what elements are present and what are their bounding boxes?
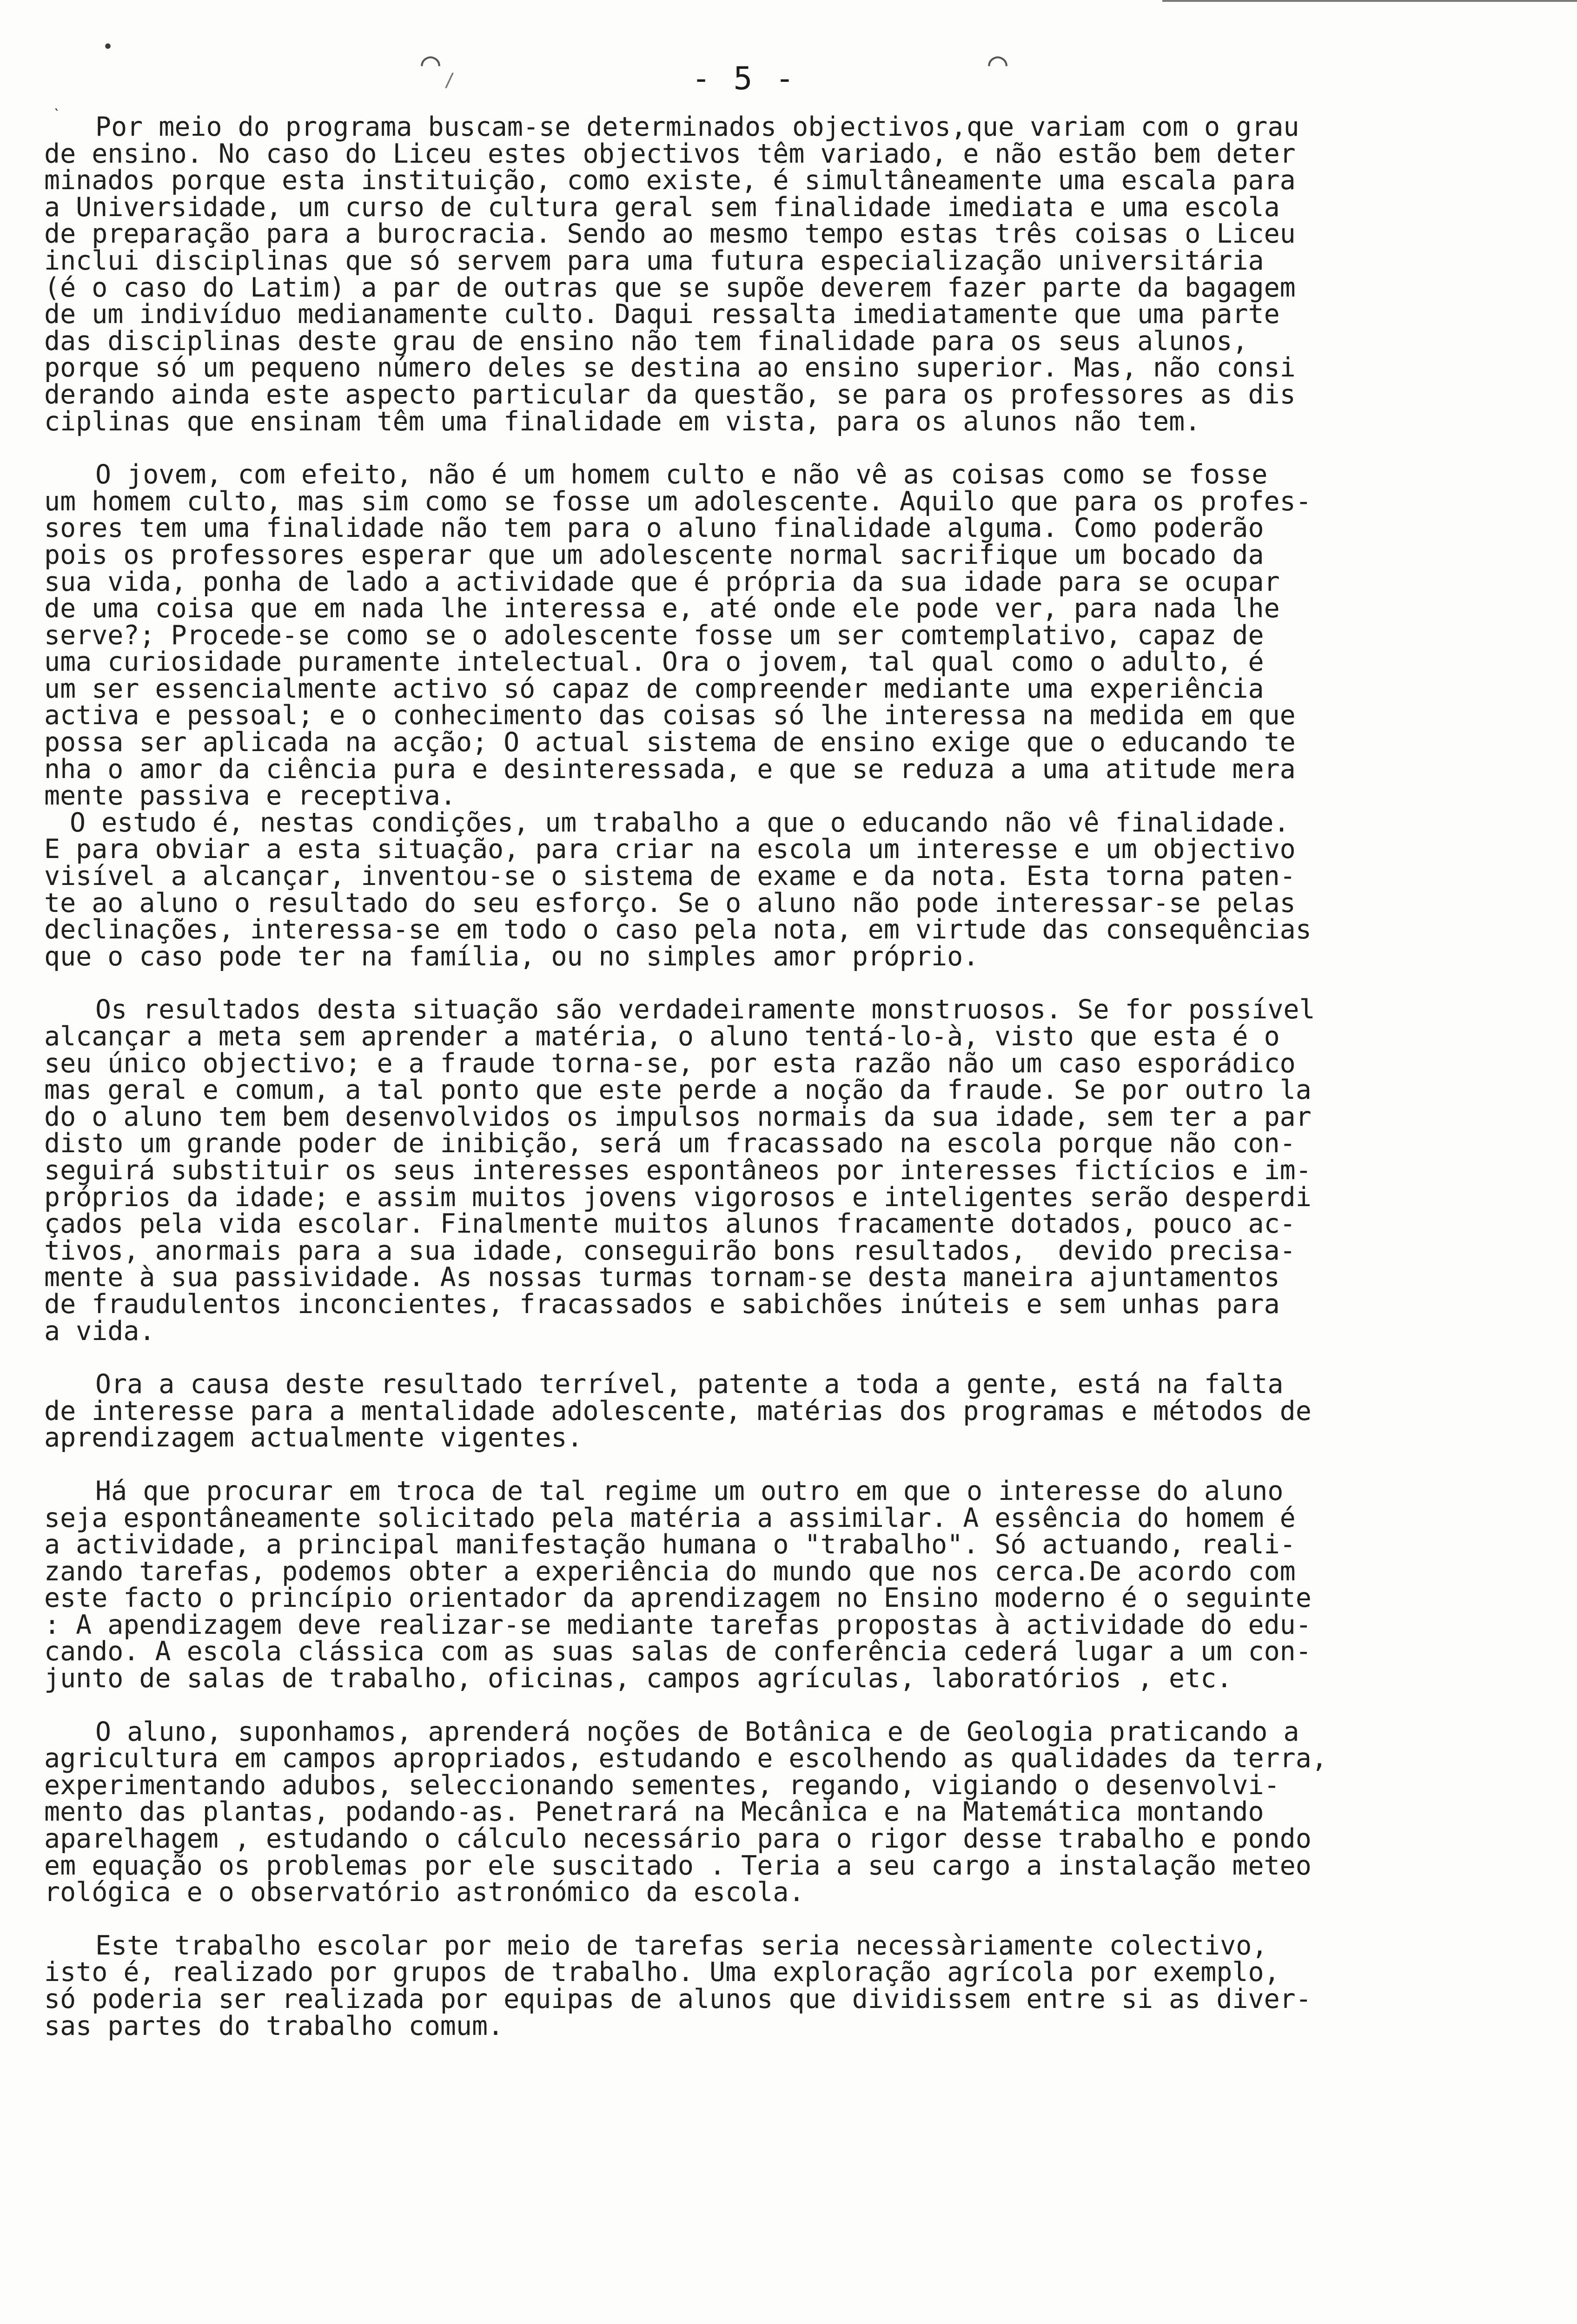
text-line: Os resultados desta situação são verdadeiramente monstruosos. Se for possível — [95, 994, 1315, 1025]
text-line: minados porque esta instituição, como existe, é simultâneamente uma escala para — [44, 165, 1296, 196]
text-line: Há que procurar em troca de tal regime um outro em que o interesse do aluno — [95, 1475, 1284, 1506]
text-line: aparelhagem , estudando o cálculo necessário para o rigor desse trabalho e pondo — [44, 1823, 1312, 1855]
text-line: O jovem, com efeito, não é um homem culto e não vê as coisas como se fosse — [95, 459, 1268, 490]
text-line: sua vida, ponha de lado a actividade que é própria da sua idade para se ocupar — [44, 566, 1280, 597]
text-line: seu único objectivo; e a fraude torna-se, por esta razão não um caso esporádico — [44, 1048, 1296, 1079]
text-line: E para obviar a esta situação, para criar na escola um interesse e um objectivo — [44, 834, 1296, 865]
text-line: uma curiosidade puramente intelectual. Ora o jovem, tal qual como o adulto, é — [44, 647, 1264, 678]
text-line: sores tem uma finalidade não tem para o aluno finalidade alguma. Como poderão — [44, 513, 1264, 544]
text-line: seguirá substituir os seus interesses espontâneos por interesses fictícios e im- — [44, 1155, 1312, 1186]
text-line: rológica e o observatório astronómico da escola. — [44, 1877, 805, 1908]
text-line: do o aluno tem bem desenvolvidos os impulsos normais da sua idade, sem ter a par — [44, 1101, 1312, 1132]
text-line: próprios da idade; e assim muitos jovens vigorosos e inteligentes serão desperdi — [44, 1182, 1312, 1213]
text-line: mente à sua passividade. As nossas turmas tornam-se desta maneira ajuntamentos — [44, 1262, 1280, 1293]
text-line: que o caso pode ter na família, ou no simples amor próprio. — [44, 941, 979, 972]
ink-tilde-mark: ⌒ — [988, 43, 1008, 81]
text-line: de um indivíduo medianamente culto. Daqui ressalta imediatamente que uma parte — [44, 299, 1280, 330]
text-line: ciplinas que ensinam têm uma finalidade em vista, para os alunos não tem. — [44, 406, 1201, 437]
text-line: çados pela vida escolar. Finalmente muitos alunos fracamente dotados, pouco ac- — [44, 1208, 1296, 1240]
paragraph — [44, 114, 1539, 435]
text-line: cando. A escola clássica com as suas salas de conferência cederá lugar a um con- — [44, 1636, 1312, 1667]
text-line: disto um grande poder de inibição, será um fracassado na escola porque não con- — [44, 1128, 1296, 1159]
top-edge-rule — [1162, 0, 1577, 2]
text-line: experimentando adubos, seleccionando sementes, regando, vigiando o desenvolvi- — [44, 1769, 1280, 1801]
paragraph — [44, 1930, 1539, 2041]
text-line: mente passiva e receptiva. — [44, 780, 456, 812]
text-line: mento das plantas, podando-as. Penetrará na Mecânica e na Matemática montando — [44, 1796, 1264, 1828]
text-line: isto é, realizado por grupos de trabalho. Uma exploração agrícola por exemplo, — [44, 1957, 1280, 1988]
text-line: a actividade, a principal manifestação humana o "trabalho". Só actuando, reali- — [44, 1529, 1296, 1560]
text-line: a Universidade, um curso de cultura geral sem finalidade imediata e uma escola — [44, 191, 1280, 223]
paragraph — [44, 1716, 1539, 1908]
text-line: possa ser aplicada na acção; O actual sistema de ensino exige que o educando te — [44, 727, 1296, 758]
text-line: a vida. — [44, 1315, 155, 1347]
ink-bullet-mark: ˋ — [52, 106, 62, 125]
ink-slash-mark: / — [444, 70, 456, 91]
body-text — [44, 114, 1539, 2040]
paragraph — [44, 459, 1539, 972]
text-line: O estudo é, nestas condições, um trabalho a que o educando não vê finalidade. — [70, 807, 1290, 838]
text-line: visível a alcançar, inventou-se o sistema de exame e da nota. Esta torna paten- — [44, 861, 1296, 892]
text-line: pois os professores esperar que um adolescente normal sacrifique um bocado da — [44, 539, 1264, 570]
text-line: nha o amor da ciência pura e desinteressada, e que se reduza a uma atitude mera — [44, 753, 1296, 785]
text-line: declinações, interessa-se em todo o caso pela nota, em virtude das consequências — [44, 914, 1312, 945]
text-line: mas geral e comum, a tal ponto que este perde a noção da fraude. Se por outro la — [44, 1075, 1312, 1106]
text-line: das disciplinas deste grau de ensino não tem finalidade para os seus alunos, — [44, 325, 1248, 357]
text-line: Este trabalho escolar por meio de tarefas seria necessàriamente colectivo, — [95, 1930, 1268, 1961]
text-line: serve?; Procede-se como se o adolescente fosse um ser comtemplativo, capaz de — [44, 620, 1264, 651]
text-line: porque só um pequeno número deles se destina ao ensino superior. Mas, não consi — [44, 352, 1296, 383]
text-line: derando ainda este aspecto particular da questão, se para os professores as dis — [44, 379, 1296, 410]
text-line: de preparação para a burocracia. Sendo ao mesmo tempo estas três coisas o Liceu — [44, 218, 1296, 250]
text-line: zando tarefas, podemos obter a experiência do mundo que nos cerca.De acordo com — [44, 1556, 1296, 1587]
text-line: só poderia ser realizada por equipas de alunos que dividissem entre si as diver- — [44, 1984, 1312, 2014]
text-line: em equação os problemas por ele suscitado . Teria a seu cargo a instalação meteo — [44, 1850, 1312, 1881]
text-line: (é o caso do Latim) a par de outras que se supõe deverem fazer parte da bagagem — [44, 272, 1296, 303]
text-line: de interesse para a mentalidade adolescente, matérias dos programas e métodos de — [44, 1395, 1312, 1426]
text-line: te ao aluno o resultado do seu esforço. Se o aluno não pode interessar-se pelas — [44, 887, 1296, 918]
text-line: de fraudulentos inconcientes, fracassados e sabichões inúteis e sem unhas para — [44, 1288, 1280, 1320]
text-line: de ensino. No caso do Liceu estes objectivos têm variado, e não estão bem deter — [44, 138, 1296, 169]
text-line: inclui disciplinas que só servem para uma futura especialização universitária — [44, 245, 1264, 276]
text-line: de uma coisa que em nada lhe interessa e, até onde ele pode ver, para nada lhe — [44, 593, 1280, 624]
text-line: sas partes do trabalho comum. — [44, 2010, 504, 2041]
text-line: : A apendizagem deve realizar-se mediante tarefas propostas à actividade do edu- — [44, 1609, 1312, 1640]
text-line: Ora a causa deste resultado terrível, patente a toda a gente, está na falta — [95, 1369, 1284, 1400]
text-line: activa e pessoal; e o conhecimento das coisas só lhe interessa na medida em que — [44, 700, 1296, 731]
ink-dot-mark: • — [102, 36, 114, 58]
text-line: alcançar a meta sem aprender a matéria, o aluno tentá-lo-à, visto que esta é o — [44, 1021, 1280, 1052]
ink-tilde-mark: ⌒ — [421, 43, 441, 81]
paragraph — [44, 994, 1539, 1347]
text-line: junto de salas de trabalho, oficinas, campos agrículas, laboratórios , etc. — [44, 1663, 1232, 1694]
text-line: este facto o princípio orientador da aprendizagem no Ensino moderno é o seguinte — [44, 1583, 1312, 1614]
text-line: seja espontâneamente solicitado pela matéria a assimilar. A essência do homem é — [44, 1502, 1296, 1533]
text-line: agricultura em campos apropriados, estudando e escolhendo as qualidades da terra, — [44, 1743, 1327, 1774]
page-number: - 5 - — [691, 60, 796, 97]
text-line: Por meio do programa buscam-se determinados objectivos,que variam com o grau — [95, 112, 1299, 142]
text-line: um ser essencialmente activo só capaz de compreender mediante uma experiência — [44, 673, 1264, 704]
text-line: O aluno, suponhamos, aprenderá noções de Botânica e de Geologia praticando a — [95, 1716, 1299, 1747]
paragraph — [44, 1371, 1539, 1452]
text-line: tivos, anormais para a sua idade, conseguirão bons resultados, devido precisa- — [44, 1235, 1296, 1266]
paragraph — [44, 1475, 1539, 1694]
text-line: um homem culto, mas sim como se fosse um adolescente. Aquilo que para os profes- — [44, 486, 1312, 517]
text-line: aprendizagem actualmente vigentes. — [44, 1422, 583, 1453]
